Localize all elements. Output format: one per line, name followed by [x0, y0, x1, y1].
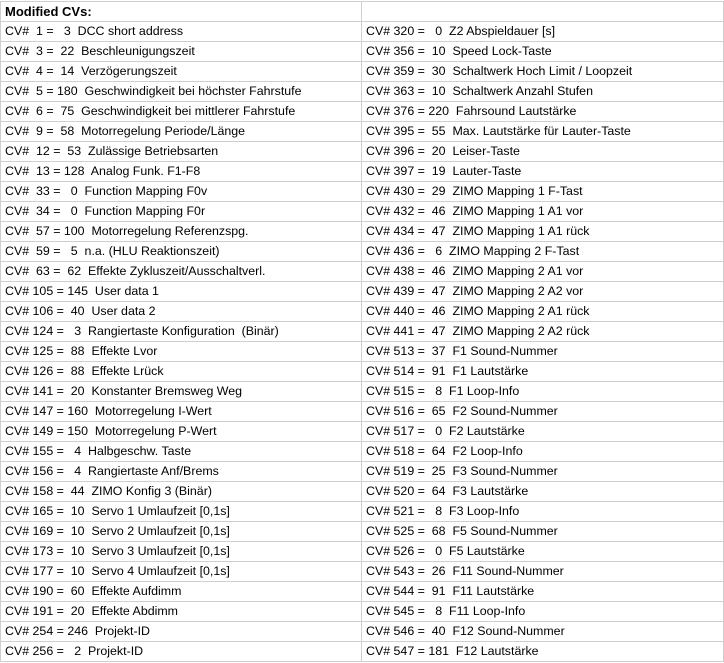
cv-cell-right[interactable]: CV# 363 = 10 Schaltwerk Anzahl Stufen — [362, 82, 724, 102]
cv-cell-right[interactable]: CV# 518 = 64 F2 Loop-Info — [362, 442, 724, 462]
table-row — [1, 102, 724, 122]
table-row — [1, 642, 724, 662]
cv-cell-right[interactable]: CV# 376 = 220 Fahrsound Lautstärke — [362, 102, 724, 122]
table-row — [1, 82, 724, 102]
table-row — [1, 462, 724, 482]
cv-cell-left[interactable]: CV# 165 = 10 Servo 1 Umlaufzeit [0,1s] — [1, 502, 362, 522]
table-row — [1, 322, 724, 342]
modified-cvs-heading[interactable]: Modified CVs: — [1, 2, 362, 22]
cv-cell-right[interactable]: CV# 395 = 55 Max. Lautstärke für Lauter-Taste — [362, 122, 724, 142]
table-row — [1, 262, 724, 282]
table-row — [1, 182, 724, 202]
table-row — [1, 362, 724, 382]
table-row — [1, 382, 724, 402]
cv-cell-left[interactable]: CV# 9 = 58 Motorregelung Periode/Länge — [1, 122, 362, 142]
cv-cell-left[interactable]: CV# 155 = 4 Halbgeschw. Taste — [1, 442, 362, 462]
cv-cell-right[interactable]: CV# 439 = 47 ZIMO Mapping 2 A2 vor — [362, 282, 724, 302]
cv-cell-right[interactable]: CV# 441 = 47 ZIMO Mapping 2 A2 rück — [362, 322, 724, 342]
cv-cell-left[interactable]: CV# 158 = 44 ZIMO Konfig 3 (Binär) — [1, 482, 362, 502]
cv-cell-right[interactable]: CV# 438 = 46 ZIMO Mapping 2 A1 vor — [362, 262, 724, 282]
cv-cell-left[interactable]: CV# 191 = 20 Effekte Abdimm — [1, 602, 362, 622]
cv-cell-left[interactable]: CV# 125 = 88 Effekte Lvor — [1, 342, 362, 362]
table-row — [1, 482, 724, 502]
table-row — [1, 42, 724, 62]
cv-cell-left[interactable]: CV# 4 = 14 Verzögerungszeit — [1, 62, 362, 82]
cv-cell-left[interactable]: CV# 141 = 20 Konstanter Bremsweg Weg — [1, 382, 362, 402]
table-row — [1, 442, 724, 462]
table-row — [1, 142, 724, 162]
cv-cell-left[interactable]: CV# 13 = 128 Analog Funk. F1-F8 — [1, 162, 362, 182]
header-row — [1, 2, 724, 22]
cv-cell-right[interactable]: CV# 436 = 6 ZIMO Mapping 2 F-Tast — [362, 242, 724, 262]
cv-cell-left[interactable]: CV# 59 = 5 n.a. (HLU Reaktionszeit) — [1, 242, 362, 262]
cv-cell-right[interactable]: CV# 396 = 20 Leiser-Taste — [362, 142, 724, 162]
cv-cell-right[interactable]: CV# 515 = 8 F1 Loop-Info — [362, 382, 724, 402]
cv-cell-right[interactable]: CV# 434 = 47 ZIMO Mapping 1 A1 rück — [362, 222, 724, 242]
cv-cell-left[interactable]: CV# 124 = 3 Rangiertaste Konfiguration (Binär) — [1, 322, 362, 342]
cv-cell-right[interactable]: CV# 547 = 181 F12 Lautstärke — [362, 642, 724, 662]
table-row — [1, 522, 724, 542]
cv-cell-right[interactable]: CV# 545 = 8 F11 Loop-Info — [362, 602, 724, 622]
cv-cell-right[interactable]: CV# 516 = 65 F2 Sound-Nummer — [362, 402, 724, 422]
table-row — [1, 602, 724, 622]
table-row — [1, 542, 724, 562]
cv-table — [0, 1, 724, 662]
cv-cell-right[interactable]: CV# 440 = 46 ZIMO Mapping 2 A1 rück — [362, 302, 724, 322]
cv-cell-right[interactable]: CV# 546 = 40 F12 Sound-Nummer — [362, 622, 724, 642]
table-row — [1, 582, 724, 602]
table-row — [1, 502, 724, 522]
table-row — [1, 62, 724, 82]
table-row — [1, 222, 724, 242]
table-row — [1, 622, 724, 642]
cv-cell-right[interactable]: CV# 525 = 68 F5 Sound-Nummer — [362, 522, 724, 542]
table-row — [1, 302, 724, 322]
table-row — [1, 162, 724, 182]
cv-cell-left[interactable]: CV# 126 = 88 Effekte Lrück — [1, 362, 362, 382]
table-row — [1, 422, 724, 442]
cv-cell-right[interactable]: CV# 544 = 91 F11 Lautstärke — [362, 582, 724, 602]
cv-table-body — [1, 2, 724, 662]
cv-cell-right[interactable]: CV# 519 = 25 F3 Sound-Nummer — [362, 462, 724, 482]
cv-cell-left[interactable]: CV# 173 = 10 Servo 3 Umlaufzeit [0,1s] — [1, 542, 362, 562]
cv-cell-left[interactable]: CV# 106 = 40 User data 2 — [1, 302, 362, 322]
cv-cell-right[interactable]: CV# 521 = 8 F3 Loop-Info — [362, 502, 724, 522]
cv-cell-right[interactable]: CV# 356 = 10 Speed Lock-Taste — [362, 42, 724, 62]
cv-cell-right[interactable]: CV# 359 = 30 Schaltwerk Hoch Limit / Loopzeit — [362, 62, 724, 82]
table-row — [1, 562, 724, 582]
cv-cell-right[interactable]: CV# 513 = 37 F1 Sound-Nummer — [362, 342, 724, 362]
cv-cell-right[interactable]: CV# 397 = 19 Lauter-Taste — [362, 162, 724, 182]
cv-cell-left[interactable]: CV# 12 = 53 Zulässige Betriebsarten — [1, 142, 362, 162]
cv-cell-right[interactable]: CV# 526 = 0 F5 Lautstärke — [362, 542, 724, 562]
cv-cell-left[interactable]: CV# 1 = 3 DCC short address — [1, 22, 362, 42]
cv-cell-left[interactable]: CV# 190 = 60 Effekte Aufdimm — [1, 582, 362, 602]
cv-cell-left[interactable]: CV# 177 = 10 Servo 4 Umlaufzeit [0,1s] — [1, 562, 362, 582]
cv-cell-left[interactable]: CV# 5 = 180 Geschwindigkeit bei höchster Fahrstufe — [1, 82, 362, 102]
cv-cell-right[interactable]: CV# 543 = 26 F11 Sound-Nummer — [362, 562, 724, 582]
table-row — [1, 122, 724, 142]
cv-cell-left[interactable]: CV# 149 = 150 Motorregelung P-Wert — [1, 422, 362, 442]
cv-cell-left[interactable]: CV# 256 = 2 Projekt-ID — [1, 642, 362, 662]
cv-cell-left[interactable]: CV# 57 = 100 Motorregelung Referenzspg. — [1, 222, 362, 242]
cv-cell-left[interactable]: CV# 105 = 145 User data 1 — [1, 282, 362, 302]
table-row — [1, 202, 724, 222]
cv-cell-left[interactable]: CV# 254 = 246 Projekt-ID — [1, 622, 362, 642]
cv-cell-right[interactable]: CV# 517 = 0 F2 Lautstärke — [362, 422, 724, 442]
cv-cell-left[interactable]: CV# 6 = 75 Geschwindigkeit bei mittlerer Fahrstufe — [1, 102, 362, 122]
table-row — [1, 342, 724, 362]
cv-cell-right[interactable]: CV# 430 = 29 ZIMO Mapping 1 F-Tast — [362, 182, 724, 202]
cv-cell-left[interactable]: CV# 33 = 0 Function Mapping F0v — [1, 182, 362, 202]
table-row — [1, 402, 724, 422]
cv-cell-left[interactable]: CV# 34 = 0 Function Mapping F0r — [1, 202, 362, 222]
cv-cell-right[interactable]: CV# 514 = 91 F1 Lautstärke — [362, 362, 724, 382]
cv-cell-right[interactable]: CV# 520 = 64 F3 Lautstärke — [362, 482, 724, 502]
cv-cell-right[interactable]: CV# 320 = 0 Z2 Abspieldauer [s] — [362, 22, 724, 42]
table-row — [1, 282, 724, 302]
cv-cell-left[interactable]: CV# 156 = 4 Rangiertaste Anf/Brems — [1, 462, 362, 482]
cv-cell-left[interactable]: CV# 147 = 160 Motorregelung I-Wert — [1, 402, 362, 422]
table-row — [1, 22, 724, 42]
cv-cell-right[interactable]: CV# 432 = 46 ZIMO Mapping 1 A1 vor — [362, 202, 724, 222]
table-row — [1, 242, 724, 262]
empty-header-cell[interactable] — [362, 2, 724, 22]
cv-cell-left[interactable]: CV# 63 = 62 Effekte Zykluszeit/Ausschaltverl. — [1, 262, 362, 282]
cv-cell-left[interactable]: CV# 3 = 22 Beschleunigungszeit — [1, 42, 362, 62]
cv-cell-left[interactable]: CV# 169 = 10 Servo 2 Umlaufzeit [0,1s] — [1, 522, 362, 542]
